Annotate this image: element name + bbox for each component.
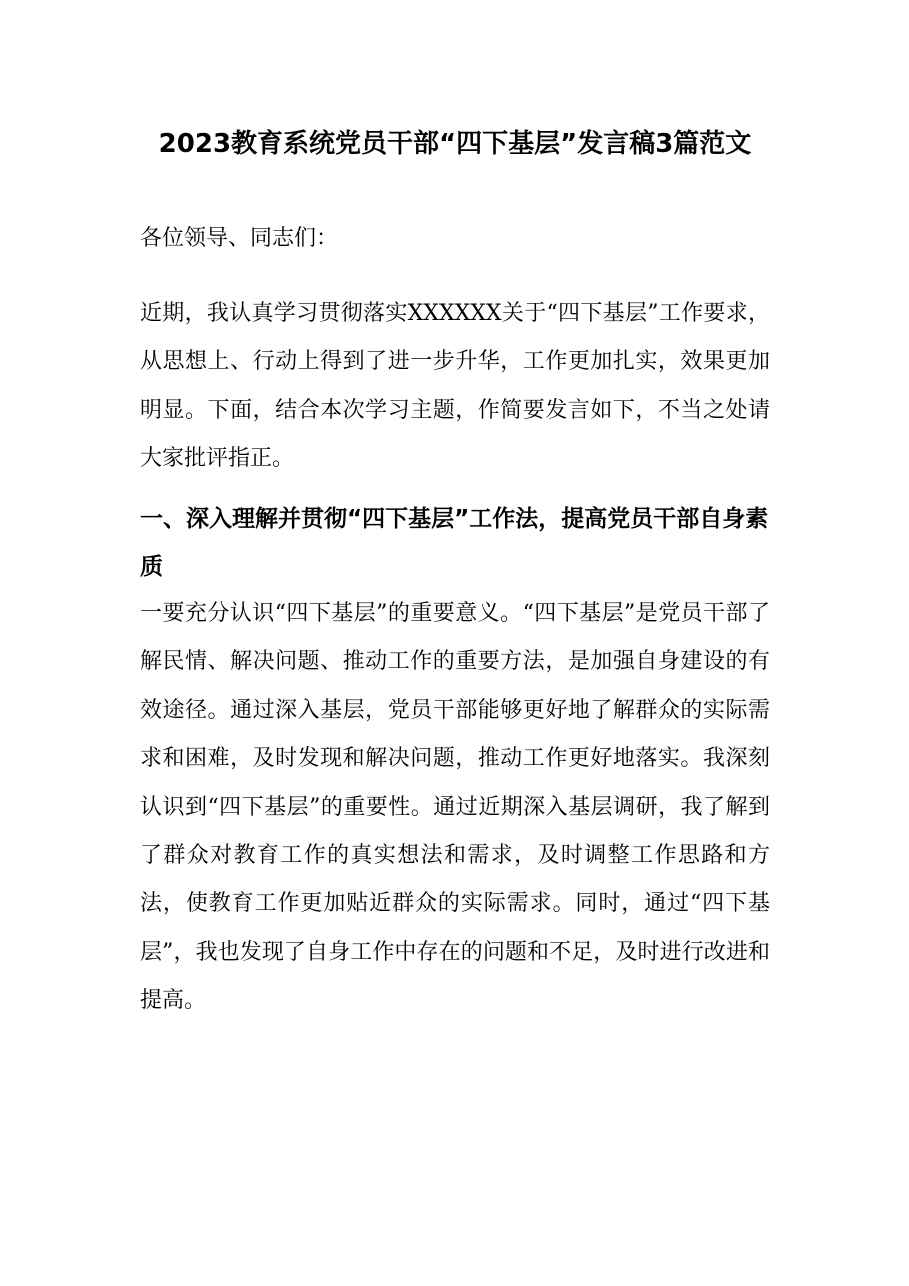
- section-1-heading: 一、深入理解并贯彻“四下基层”工作法，提高党员干部自身素质: [140, 506, 769, 580]
- intro-paragraph: 近期，我认真学习贯彻落实XXXXXX关于“四下基层”工作要求，从思想上、行动上得到了进一步升华，工作更加扎实，效果更加明显。下面，结合本次学习主题，作简要发言如下，不当之处请大家批评指正。: [140, 301, 770, 472]
- section-1-body: 一要充分认识“四下基层”的重要意义。“四下基层”是党员干部了解民情、解决问题、推动工作的重要方法，是加强自身建设的有效途径。通过深入基层，党员干部能够更好地了解群众的实际需求和困难，及时发现和解决问题，推动工作更好地落实。我深刻认识到“四下基层”的重要性。通过近期深入基层调研，我了解到了群众对教育工作的真实想法和需求，及时调整工作思路和方法，使教育工作更加贴近群众的实际需求。同时，通过“四下基层”，我也发现了自身工作中存在的问题和不足，及时进行改进和提高。: [140, 601, 770, 1014]
- salutation: 各位领导、同志们：: [140, 226, 339, 251]
- document-title: 2023教育系统党员干部“四下基层”发言稿3篇范文: [158, 129, 752, 159]
